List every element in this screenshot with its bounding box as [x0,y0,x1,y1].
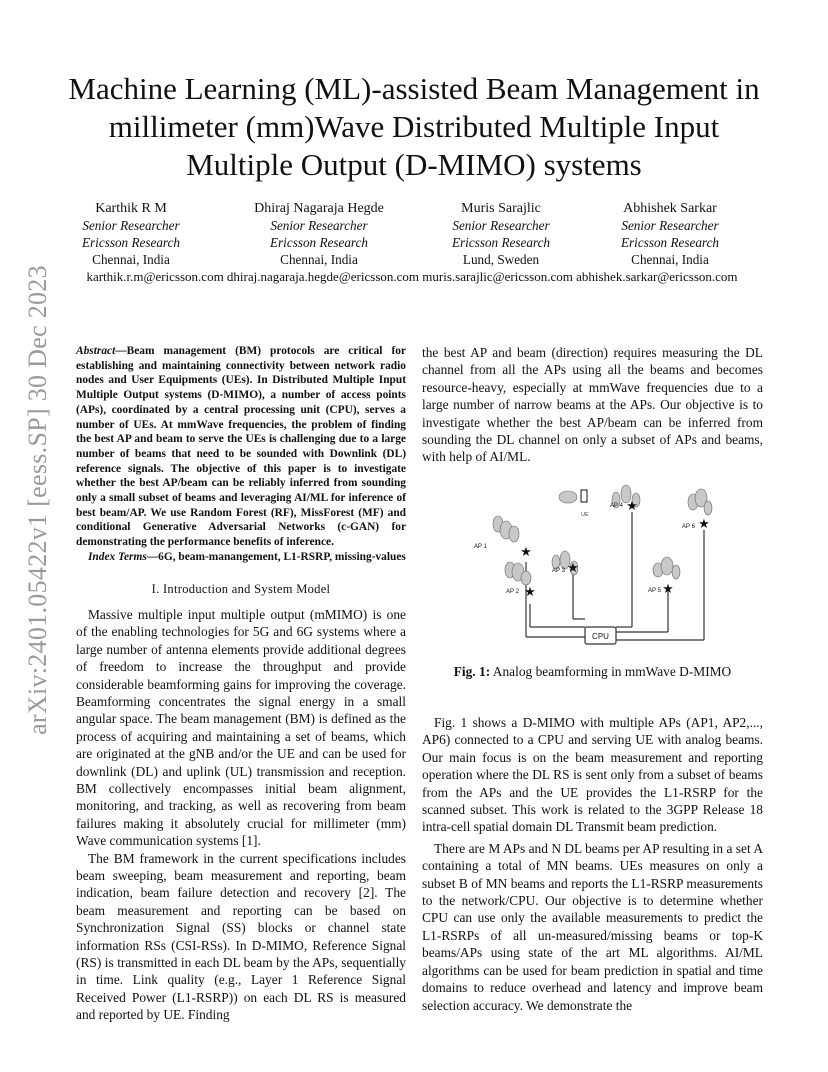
intro-paragraph-3: the best AP and beam (direction) requires measuring the DL channel from all the APs using all the beams and becomes resource-heavy, especially at mmWave frequencies due to a large number of narrow beams at the APs. Our objective is to investigate whether the best AP/beam can be inferred from sounding the DL channel on only a subset of APs and beams, with help of AI/ML. [422,345,763,465]
author-3 [416,200,586,268]
index-terms [76,550,406,565]
section-heading: I. Introduction and System Model [151,581,331,596]
ap4-label: AP 4 [610,503,623,509]
author-org: Ericsson Research [269,235,369,250]
author-role: Senior Researcher [270,218,368,233]
author-name: Karthik R M [95,201,167,216]
ue-device-icon [581,490,587,502]
arxiv-watermark [18,250,58,750]
abstract-label: Abstract [76,345,116,357]
cpu-label: CPU [592,632,609,641]
index-terms-text: —6G, beam-manangement, L1-RSRP, missing-values [146,550,406,563]
figure-caption [422,664,763,680]
author-location: Lund, Sweden [462,252,540,267]
ap6-star-icon: ★ [698,516,710,531]
ap2-star-icon: ★ [524,584,536,599]
author-org: Ericsson Research [81,235,181,250]
author-4 [585,200,755,268]
figure-1 [470,482,720,657]
author-org: Ericsson Research [451,235,551,250]
author-name: Dhiraj Nagaraja Hegde [254,201,384,216]
ap1-label: AP 1 [474,544,487,550]
author-name: Muris Sarajlic [461,201,541,216]
author-2 [234,200,404,268]
abstract-text: —Beam management (BM) protocols are critical for establishing and maintaining connectivity between network radio nodes and User Equipments (UEs). In Distributed Multiple Input Multiple Output systems (D-MIMO), a number of access points (APs), coordinated by a central processing unit (CPU), serves a number of UEs. At mmWave frequencies, the problem of finding the best AP and beam to serve the UEs is challenging due to a large number of beams that need to be sounded with Downlink (DL) reference signals. The objective of this paper is to investigate whether the best AP/beam can be reliably inferred from sounding only a small subset of beams and leveraging AI/ML for inference of best beam/AP. We use Random Forest (RF), MissForest (MF) and conditional Generative Adversarial Networks (c-GAN) for demonstrating the performance benefits of inference. [76,345,406,549]
caption-label: Fig. 1: [453,664,491,679]
ap3-label: AP 3 [552,568,565,574]
ap2-label: AP 2 [506,589,519,595]
author-name: Abhishek Sarkar [623,201,717,216]
right-column-top [422,344,763,466]
fig-description-paragraph: Fig. 1 shows a D-MIMO with multiple APs (AP1, AP2,..., AP6) connected to a CPU and serving UE with analog beams. Our main focus is on the beam measurement and reporting operation where the DL RS is sent only from a subset of beams from the APs and the UE provides the L1-RSRP for the scanned subset. This work is related to the 3GPP Release 18 intra-cell spatial domain DL Transmit beam prediction. [422,715,763,835]
ap1-star-icon: ★ [520,544,532,559]
abstract [76,344,406,550]
author-org: Ericsson Research [620,235,720,250]
ap3-star-icon: ★ [567,560,579,575]
intro-paragraph-2: The BM framework in the current specifications includes beam sweeping, beam measurement and reporting, beam indication, beam failure detection and recovery [2]. The beam measurement and reporting can be based on Synchronization Signal (SS) blocks or channel state information RSs (CSI-RSs). In D-MIMO, Reference Signal (RS) is transmitted in each DL beam by the APs, sequentially in time. Link quality (e.g., Layer 1 Reference Signal Received Power (L1-RSRP)) on each DL RS is measured and reported by UE. Finding [76,850,406,1023]
author-role: Senior Researcher [452,218,550,233]
system-model-paragraph: There are M APs and N DL beams per AP resulting in a set A containing a total of MN beams. UEs measures on only a subset B of MN beams and reports the L1-RSRP measurements to the network/CPU. Our objective is to determine whether CPU can use only the available measurements to predict the L1-RSRPs of all un-measured/missing beams or top-K beams/APs using state of the art ML algorithms. AI/ML algorithms can be used for beam prediction in spatial and time domains to reduce overhead and latency and improve beam selection accuracy. We demonstrate the [422,840,763,1013]
left-column [76,344,406,1024]
intro-paragraph-1: Massive multiple input multiple output (mMIMO) is one of the enabling technologies for 5G and 6G systems where a large number of antenna elements provide additional degrees of freedom to increase the throughput and provide considerable beamforming gains for improving the coverage. Beamforming concentrates the signal energy in a small angular space. The beam management (BM) is defined as the process of acquiring and maintaining a set of beams, which are originated at the gNB and/or the UE and can be used for downlink (DL) and uplink (UL) transmission and reception. BM collectively encompasses initial beam alignment, monitoring, and tracking, as well as recovering from beam failures making it absolutely crucial for millimeter (mm) Wave communication systems [1]. [76,606,406,849]
author-location: Chennai, India [280,252,358,267]
ap4-star-icon: ★ [626,498,638,513]
author-emails: karthik.r.m@ericsson.com dhiraj.nagaraja.hegde@ericsson.com muris.sarajlic@ericsson.com abhishek.sarkar@ericsson.com [86,269,738,284]
caption-text: Analog beamforming in mmWave D-MIMO [490,664,732,679]
author-role: Senior Researcher [82,218,180,233]
author-location: Chennai, India [92,252,170,267]
ap5-star-icon: ★ [662,581,674,596]
ap5-label: AP 5 [648,588,661,594]
author-1 [46,200,216,268]
arxiv-id-text: arXiv:2401.05422v1 [eess.SP] 30 Dec 2023 [23,265,52,735]
d-mimo-diagram [470,482,720,657]
ap6-label: AP 6 [682,524,695,530]
ue-label: UE [581,512,589,518]
right-column-bottom [422,714,763,1014]
author-location: Chennai, India [631,252,709,267]
paper-title: Machine Learning (ML)-assisted Beam Management in millimeter (mm)Wave Distributed Multiple Input Multiple Output (D-MIMO) systems [68,71,760,182]
index-terms-label: Index Terms [88,550,147,563]
author-role: Senior Researcher [621,218,719,233]
